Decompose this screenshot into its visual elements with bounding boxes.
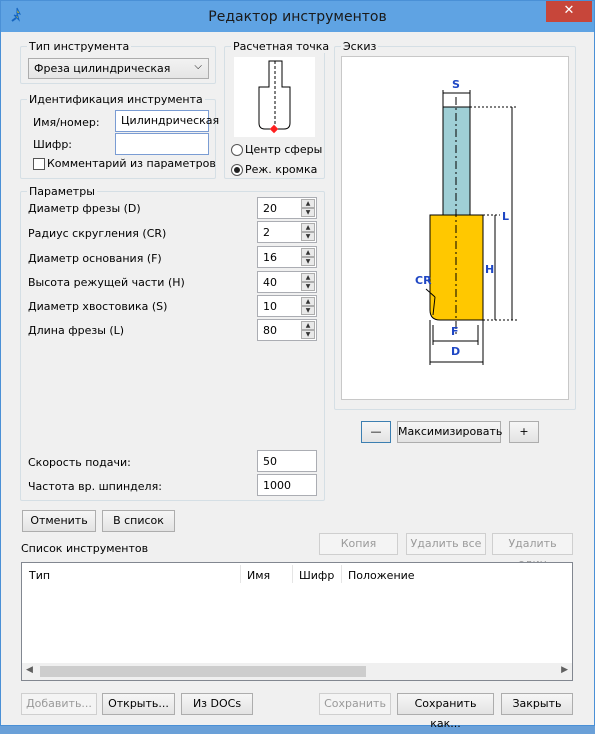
- scroll-left-icon[interactable]: ◀: [26, 665, 33, 675]
- zoom-in-label: +: [519, 425, 529, 438]
- param-value: 2: [263, 226, 270, 239]
- open-label: Открыть...: [108, 697, 169, 710]
- radio-cutting-edge-label: Реж. кромка: [245, 163, 318, 176]
- tool-type-select[interactable]: [28, 58, 209, 79]
- save-label: Сохранить: [324, 697, 386, 710]
- calc-point-preview: [234, 57, 315, 137]
- param-spinbox[interactable]: [257, 246, 317, 268]
- zoom-out-label: —: [370, 425, 382, 438]
- spindle-speed-input[interactable]: [257, 474, 317, 496]
- save-button[interactable]: [319, 693, 391, 715]
- to-list-label: В список: [113, 514, 164, 527]
- tool-type-title: Тип инструмента: [29, 40, 130, 53]
- param-value: 20: [263, 202, 277, 215]
- name-label: Имя/номер:: [33, 116, 100, 129]
- cutter-sketch: [342, 57, 570, 401]
- param-spinbox[interactable]: [257, 295, 317, 317]
- params-title: Параметры: [29, 185, 95, 198]
- title-bar: [1, 1, 594, 32]
- column-header-position[interactable]: Положение: [348, 569, 415, 582]
- comment-checkbox[interactable]: [33, 158, 45, 170]
- zoom-in-button[interactable]: [509, 421, 539, 443]
- spindle-speed-label: Частота вр. шпинделя:: [28, 480, 162, 493]
- close-window-button[interactable]: [546, 1, 592, 22]
- tool-list-table[interactable]: [21, 562, 573, 681]
- name-value: Цилиндрическая: [121, 114, 220, 127]
- calc-point-title: Расчетная точка: [233, 40, 330, 53]
- dim-label-s: S: [452, 78, 460, 91]
- spin-down-icon[interactable]: ▼: [301, 282, 315, 291]
- add-label: Добавить...: [26, 697, 92, 710]
- spindle-speed-value: 1000: [263, 479, 291, 492]
- param-label: Диаметр хвостовика (S): [28, 300, 168, 313]
- identification-title: Идентификация инструмента: [29, 93, 203, 106]
- spin-down-icon[interactable]: ▼: [301, 232, 315, 241]
- copy-label: Копия: [340, 537, 377, 550]
- name-input[interactable]: [115, 110, 220, 132]
- cancel-label: Отменить: [30, 514, 88, 527]
- sketch-title: Эскиз: [343, 40, 377, 53]
- cancel-button[interactable]: [22, 510, 96, 532]
- copy-button[interactable]: [319, 533, 398, 555]
- column-header-code[interactable]: Шифр: [299, 569, 335, 582]
- close-button[interactable]: [501, 693, 573, 715]
- column-header-name[interactable]: Имя: [247, 569, 271, 582]
- spin-up-icon[interactable]: ▲: [301, 273, 315, 282]
- spin-up-icon[interactable]: ▲: [301, 199, 315, 208]
- param-spinbox[interactable]: [257, 221, 317, 243]
- delete-all-button[interactable]: [406, 533, 486, 555]
- param-label: Диаметр фрезы (D): [28, 202, 141, 215]
- param-label: Длина фрезы (L): [28, 324, 125, 337]
- comment-checkbox-label: Комментарий из параметров: [47, 157, 216, 170]
- tool-list-title: Список инструментов: [21, 542, 149, 555]
- close-icon: ✕: [563, 3, 575, 18]
- dim-label-cr: CR: [415, 274, 432, 287]
- spin-up-icon[interactable]: ▲: [301, 248, 315, 257]
- scrollbar-thumb[interactable]: [40, 666, 366, 677]
- add-button[interactable]: [21, 693, 97, 715]
- spin-up-icon[interactable]: ▲: [301, 321, 315, 330]
- radio-sphere-center[interactable]: [231, 144, 243, 156]
- code-input[interactable]: [115, 133, 209, 155]
- param-spinbox[interactable]: [257, 271, 317, 293]
- dim-label-h: H: [485, 263, 495, 276]
- close-label: Закрыть: [512, 697, 562, 710]
- maximize-button[interactable]: [397, 421, 501, 443]
- dim-label-l: L: [502, 210, 510, 223]
- spin-down-icon[interactable]: ▼: [301, 257, 315, 266]
- maximize-label: Максимизировать: [398, 425, 503, 438]
- save-as-button[interactable]: [397, 693, 494, 730]
- from-docs-button[interactable]: [181, 693, 253, 715]
- delete-one-button[interactable]: [492, 533, 573, 555]
- param-spinbox[interactable]: [257, 197, 317, 219]
- code-label: Шифр:: [33, 138, 73, 151]
- param-value: 80: [263, 324, 277, 337]
- dim-label-f: F: [451, 325, 459, 338]
- radio-sphere-center-label: Центр сферы: [245, 143, 323, 156]
- spin-up-icon[interactable]: ▲: [301, 297, 315, 306]
- zoom-out-button[interactable]: [361, 421, 391, 443]
- feed-rate-input[interactable]: [257, 450, 317, 472]
- open-button[interactable]: [102, 693, 175, 715]
- spin-down-icon[interactable]: ▼: [301, 306, 315, 315]
- scroll-right-icon[interactable]: ▶: [561, 665, 568, 675]
- feed-rate-value: 50: [263, 455, 277, 468]
- column-header-type[interactable]: Тип: [29, 569, 51, 582]
- param-label: Высота режущей части (H): [28, 276, 185, 289]
- param-spinbox[interactable]: [257, 319, 317, 341]
- from-docs-label: Из DOCs: [192, 697, 242, 710]
- delete-one-label: Удалить: [508, 537, 557, 550]
- window-title: Редактор инструментов: [208, 9, 387, 25]
- spin-up-icon[interactable]: ▲: [301, 223, 315, 232]
- save-as-label: Сохранить как...: [414, 697, 477, 730]
- spin-down-icon[interactable]: ▼: [301, 208, 315, 217]
- spin-down-icon[interactable]: ▼: [301, 330, 315, 339]
- param-value: 16: [263, 251, 277, 264]
- sketch-canvas: [341, 56, 569, 400]
- radio-cutting-edge[interactable]: [231, 164, 243, 176]
- param-value: 10: [263, 300, 277, 313]
- feed-rate-label: Скорость подачи:: [28, 456, 131, 469]
- horizontal-scrollbar[interactable]: [22, 663, 572, 680]
- cutter-preview-icon: [234, 57, 315, 137]
- param-value: 40: [263, 276, 277, 289]
- param-label: Диаметр основания (F): [28, 252, 162, 265]
- param-label: Радиус скругления (CR): [28, 227, 167, 240]
- tool-type-value: Фреза цилиндрическая: [34, 62, 171, 75]
- to-list-button[interactable]: [102, 510, 175, 532]
- dim-label-d: D: [451, 345, 461, 358]
- delete-all-label: Удалить все: [410, 537, 482, 550]
- chevron-down-icon: ⌵: [194, 61, 202, 72]
